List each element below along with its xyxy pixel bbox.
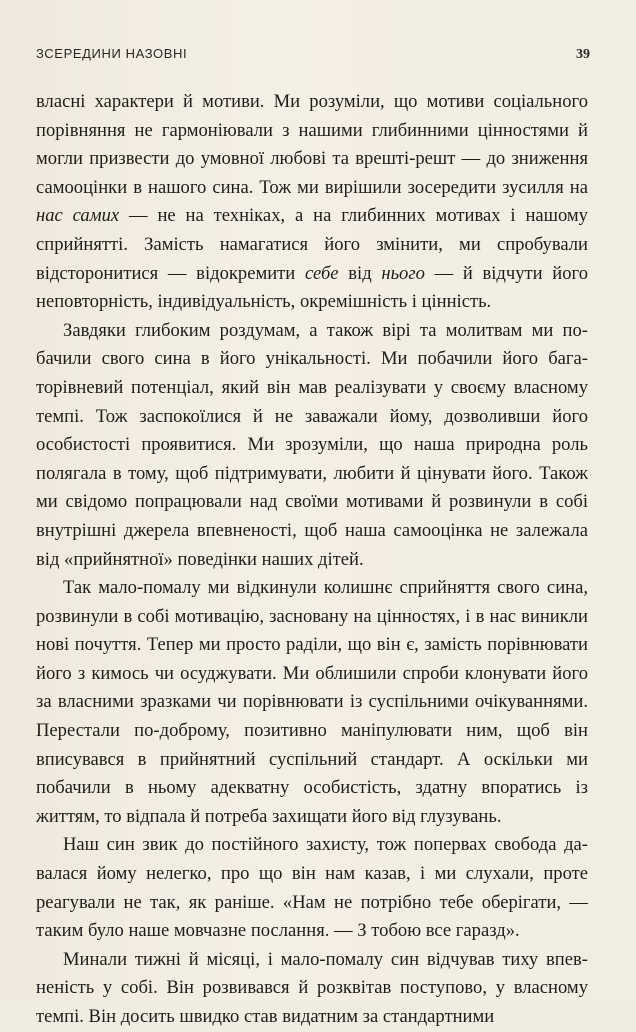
text-run: власні характери й мотиви. Ми розуміли, що мотиви соціального порівняння не гармоніювали з нашими глибинними цінностями й могли призвести до умовної любові та врешті-решт — до зниження самооцінки в нашого сина. Тож ми вирішили зосередити зусилля на: [36, 91, 588, 198]
running-head: [36, 46, 590, 63]
emphasis-text: нього: [381, 262, 425, 284]
text-run: Завдяки глибоким роздумам, а також вірі та молитвам ми побачили свого сина в його унікальності. Ми побачили його багаторівневий потенціал, який він мав реалізувати у своєму власному темпі. Тож заспокоїлися й не заважали йому, дозволивши його особистості проявитися. Ми зрозуміли, що наша природна роль полягала в тому, щоб підтримувати, любити й цінувати його. Також ми свідомо попрацювали над своїми мотивами й розвинули в собі внутрішні джерела впевненості, щоб наша самооцінка не залежала від «прийнятної» поведінки наших дітей.: [36, 319, 588, 570]
emphasis-text: нас самих: [36, 205, 120, 227]
paragraph: [36, 831, 588, 945]
text-run: Минали тижні й місяці, і мало-помалу син відчував тиху впевненість у собі. Він розвивався й розквітав поступово, у власному темпі. Він досить швидко став видатним за стандартними: [36, 948, 588, 1027]
paragraph: [36, 574, 588, 831]
text-run: від: [338, 262, 382, 284]
text-run: Так мало-помалу ми відкинули колишнє сприйняття свого сина, розвинули в собі мотивацію, засновану на цінностях, і в нас виникли нові почуття. Тепер ми просто раділи, що він є, замість порівнювати його з кимось чи осуджувати. Ми облишили спроби клонувати його за власними зразками чи порівнювати із суспільними очікуваннями. Перестали по-доброму, позитивно маніпулювати ним, щоб він вписувався в прийнятний суспільний стандарт. А оскільки ми побачили в ньому адекватну особистість, здатну впоратись із життям, то відпала й потреба захищати його від глузувань.: [36, 577, 588, 827]
text-run: — не на техніках, а на глибинних мотивах і нашому сприйнятті. Замість намагатися його змінити, ми спробували відсторонитися — відокремити: [36, 205, 588, 284]
page-number: 39: [576, 47, 590, 62]
text-run: Наш син звик до постійного захисту, тож попервах свобода давалася йому нелегко, про що він нам казав, і ми слухали, проте реагували не так, як раніше. «Нам не потрібно тебе оберігати, — таким було наше мовчазне послання. — З тобою все гаразд».: [36, 834, 588, 942]
paragraph: [36, 946, 588, 1032]
paragraph: [36, 317, 588, 574]
body-text: [36, 88, 588, 1032]
chapter-title: ЗСЕРЕДИНИ НАЗОВНІ: [36, 46, 188, 61]
emphasis-text: себе: [304, 262, 339, 284]
paragraph: [36, 88, 588, 317]
text-run: — й відчути його неповторність, індивідуальність, окремішність і цінність.: [36, 262, 588, 313]
